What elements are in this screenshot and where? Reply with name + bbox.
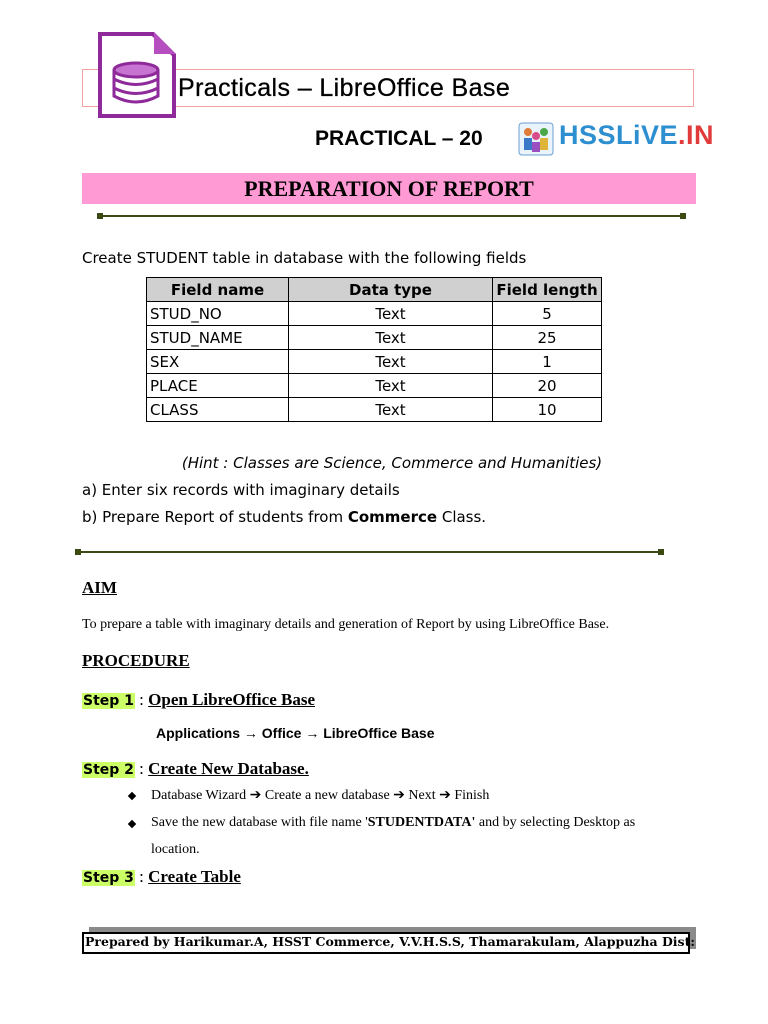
table-cell: 25	[493, 326, 602, 350]
table-cell: Text	[289, 398, 493, 422]
aim-heading: AIM	[82, 578, 117, 597]
procedure-heading: PROCEDURE	[82, 651, 190, 670]
table-cell: 10	[493, 398, 602, 422]
page-title: PREPARATION OF REPORT	[244, 176, 534, 201]
table-row	[147, 326, 602, 350]
bullet-icon	[128, 820, 136, 828]
aim-text: To prepare a table with imaginary details and generation of Report by using LibreOffice Base.	[82, 617, 610, 632]
column-header: Field name	[147, 278, 289, 302]
table-row	[147, 350, 602, 374]
table-cell: Text	[289, 326, 493, 350]
divider	[78, 551, 662, 553]
bullet-item: Database Wizard ➔ Create a new database ➔ Next ➔ Finish	[151, 788, 490, 803]
practical-number: PRACTICAL – 20	[315, 127, 483, 150]
table-cell: Text	[289, 302, 493, 326]
step-3: Step 3 : Create Table	[83, 867, 241, 886]
table-header-row	[147, 278, 602, 302]
table-cell: STUD_NAME	[147, 326, 289, 350]
table-row	[147, 302, 602, 326]
menu-path: Applications → Office → LibreOffice Base	[156, 725, 435, 741]
step-1: Step 1 : Open LibreOffice Base	[83, 690, 315, 709]
libreoffice-base-icon	[96, 28, 178, 120]
fields-table	[146, 277, 602, 422]
hsslive-icon	[518, 122, 554, 156]
table-cell: Text	[289, 374, 493, 398]
table-row	[147, 374, 602, 398]
rule-end	[680, 213, 686, 219]
step-2: Step 2 : Create New Database.	[83, 759, 309, 778]
table-cell: SEX	[147, 350, 289, 374]
table-cell: STUD_NO	[147, 302, 289, 326]
footer-credit: Prepared by Harikumar.A, HSST Commerce, V.V.H.S.S, Thamarakulam, Alappuzha Dist:	[85, 934, 695, 949]
table-cell: CLASS	[147, 398, 289, 422]
task-a: a) Enter six records with imaginary details	[82, 481, 400, 499]
table-cell: PLACE	[147, 374, 289, 398]
step-title: Open LibreOffice Base	[148, 690, 315, 709]
divider	[100, 215, 684, 217]
table-cell: 1	[493, 350, 602, 374]
hsslive-logo-text: HSSLiVE.IN	[559, 120, 715, 150]
task-b: b) Prepare Report of students from Commerce Class.	[82, 508, 487, 526]
bullet-item: Save the new database with file name 'STUDENTDATA' and by selecting Desktop as	[151, 815, 636, 830]
step-label: Step 3	[83, 870, 134, 886]
intro-text: Create STUDENT table in database with the following fields	[82, 249, 527, 267]
bullet-icon	[128, 792, 136, 800]
step-label: Step 2	[83, 762, 134, 778]
step-label: Step 1	[83, 693, 134, 709]
column-header: Data type	[289, 278, 493, 302]
hint-text: (Hint : Classes are Science, Commerce and Humanities)	[181, 454, 603, 472]
bullet-item-continued: location.	[151, 842, 200, 857]
table-cell: 5	[493, 302, 602, 326]
step-title: Create New Database.	[148, 759, 309, 778]
column-header: Field length	[493, 278, 602, 302]
step-title: Create Table	[148, 867, 241, 886]
table-cell: Text	[289, 350, 493, 374]
table-row	[147, 398, 602, 422]
document-title: Practicals – LibreOffice Base	[178, 74, 511, 102]
rule-end	[658, 549, 664, 555]
table-cell: 20	[493, 374, 602, 398]
